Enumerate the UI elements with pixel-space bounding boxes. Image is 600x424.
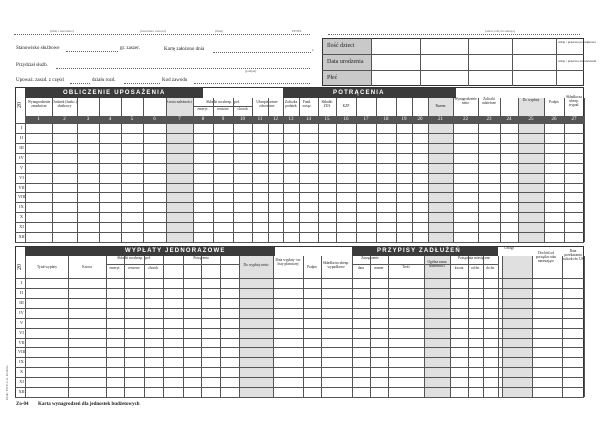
month-row-label: IV — [19, 154, 24, 160]
col-union: Fund. związ. — [302, 100, 312, 109]
column-number: 7 — [178, 117, 181, 122]
column-number: 16 — [343, 117, 349, 122]
col-seizure: Zarządzenie — [361, 256, 379, 260]
year-label: 20 — [17, 102, 23, 108]
col-payout-type: Tytuł wypłaty — [36, 265, 57, 269]
column-number: 2 — [63, 117, 66, 122]
column-number: 8 — [201, 117, 205, 122]
section-deductions: POTRĄCENIA — [283, 88, 456, 98]
label-sex: Płeć — [327, 75, 338, 81]
col-sign-lower: Podpis — [307, 265, 317, 269]
month-row-label: X — [19, 369, 24, 375]
col-net: Wynagrodzenie netto — [454, 97, 477, 106]
label-signature: (podpis) — [245, 69, 257, 73]
month-row-label: III — [19, 299, 24, 305]
column-number: 23 — [486, 117, 492, 122]
col-number: numer — [374, 266, 384, 270]
col-insurance: Składki na ubezp. społ. — [206, 100, 240, 104]
label-children: Ilość dzieci — [327, 43, 355, 49]
col-amount-small: kwota — [454, 266, 464, 270]
month-row-label: XII — [18, 389, 25, 395]
label-position: Stanowisko służbowe — [16, 46, 60, 51]
col-pension: emeryt. — [197, 107, 209, 111]
col-kzp: KZP — [342, 104, 350, 108]
column-number: 3 — [86, 117, 90, 122]
month-row-label: I — [20, 280, 23, 285]
month-row-label: XI — [19, 224, 24, 230]
col-sickness: chorob. — [237, 107, 249, 111]
section-one-time: WYPŁATY JEDNORAZOWE — [25, 247, 275, 256]
label-card-date: Kartę założono dnia — [164, 47, 205, 52]
month-row-label: XII — [18, 234, 25, 240]
col-pension-contrib: Składka na ubezp. wypad. — [566, 95, 582, 108]
column-number: 12 — [273, 117, 278, 122]
col-payout: Do wypłaty — [522, 98, 540, 102]
column-number: 21 — [438, 117, 443, 122]
col-advance: Zaliczki udzielone — [482, 97, 496, 106]
col-monthly: Potrącenia miesięczne — [457, 256, 491, 260]
month-row-label: VI — [19, 174, 24, 180]
column-number: 22 — [463, 117, 468, 122]
label-department: działu rozd. — [92, 78, 116, 83]
month-row-label: II — [20, 289, 23, 295]
hint-name: (nazwisko rodowe) — [140, 29, 167, 33]
hint-pesel: PESEL — [292, 29, 302, 33]
year-label-lower: 20 — [17, 264, 23, 270]
label-leave-end: urlop / przerwa zakończenie — [558, 59, 597, 63]
form-title: Karta wynagrodzeń dla jednostek budżetowych — [38, 402, 140, 407]
col-amount: Kwota — [82, 265, 92, 269]
col-from: od dn. — [471, 266, 480, 270]
label-closed: Kod zawodu — [162, 78, 188, 83]
col-to: do dn. — [486, 266, 495, 270]
hint-surname: (imię i nazwisko) — [50, 29, 74, 33]
col-date: data — [358, 266, 364, 270]
col-bonus: Dodatek (funkc.) służbowy — [52, 100, 77, 109]
label-leave-start: urlop / przerwa początkowa — [558, 40, 596, 44]
column-number: 18 — [383, 117, 389, 122]
col-deductions-lower: Potrącenia — [193, 256, 209, 260]
col-salary: Wynagrodzenie zasadnicze — [27, 100, 51, 109]
column-number: 15 — [324, 117, 330, 122]
col-payout-date: Data wypłaty i nr listy płatniczej — [275, 258, 301, 267]
column-number: 13 — [288, 117, 294, 122]
month-row-label: III — [19, 144, 24, 150]
label-date-suffix: r. — [312, 48, 314, 52]
month-row-label: VII — [18, 184, 25, 190]
col-total-deductions: Razem — [435, 104, 446, 108]
label-authorized: Upoważ. zaszd. z części — [16, 78, 65, 83]
column-number: 6 — [153, 117, 156, 122]
month-row-label: VI — [19, 329, 24, 335]
col-pension-lower: emeryt. — [109, 266, 121, 270]
col-net-payout: Do wypłaty netto — [243, 263, 269, 267]
month-row-label: VIII — [18, 349, 26, 355]
month-row-label: IX — [19, 359, 24, 365]
col-year-income: Dochód od początku roku narastająco — [535, 251, 557, 264]
month-row-label: II — [20, 134, 23, 140]
col-total-debt: Ogólna suma należności — [427, 260, 447, 269]
col-sickness-lower: chorob. — [148, 266, 159, 270]
column-number: 26 — [551, 117, 557, 122]
column-number: 20 — [417, 117, 423, 122]
column-number: 27 — [571, 117, 577, 122]
col-notes: Uwagi — [504, 246, 514, 250]
month-row-label: X — [19, 214, 24, 220]
col-total-due: Kwota należności — [166, 100, 192, 104]
month-row-label: XI — [19, 379, 24, 385]
column-number: 25 — [528, 117, 534, 122]
column-number: 10 — [240, 117, 245, 122]
form-code: Zo-04 — [16, 402, 29, 407]
column-number: 11 — [257, 117, 263, 122]
col-security: Składki ZUS — [321, 100, 333, 109]
month-row-label: VIII — [18, 194, 26, 200]
col-disability-lower: rentowe — [128, 266, 140, 270]
month-row-label: V — [19, 319, 24, 325]
section-debts: PRZYPISY ZADŁUŻEŃ — [352, 247, 498, 256]
hint-father: (imię) — [215, 29, 224, 33]
column-number: 24 — [506, 117, 512, 122]
label-grade: gr. zaszer. — [120, 46, 140, 51]
column-number: 1 — [37, 117, 40, 122]
column-number: 19 — [401, 117, 407, 122]
col-tax-advance-lower: Data przekazania zaliczki do US — [562, 249, 584, 262]
month-row-label: VII — [18, 339, 25, 345]
hint-address: (adres pobytu stałego) — [485, 29, 516, 33]
col-disability: rentowe — [217, 107, 229, 111]
month-row-label: IX — [19, 204, 24, 210]
col-tax-advance: Zaliczka podatek — [284, 100, 298, 109]
column-number: 9 — [221, 117, 225, 122]
column-number: 17 — [363, 117, 369, 122]
col-health: Ubezpieczenie zdrowotne — [256, 100, 278, 109]
month-row-label: IV — [19, 309, 24, 315]
col-contrib-base: Składka na ubezp. wypadkowe — [322, 261, 350, 270]
month-row-label: I — [20, 125, 23, 130]
column-number: 5 — [130, 117, 134, 122]
column-number: 4 — [108, 117, 112, 122]
print-info: Druk: PWZ-S.A. Kraków — [5, 365, 9, 400]
col-sign: Podpis — [549, 100, 559, 104]
column-number: 14 — [306, 117, 311, 122]
col-insurance-lower: Składki na ubezp. społ. — [117, 256, 151, 260]
col-content: Treść — [402, 265, 410, 269]
label-birth-date: Data urodzenia — [327, 59, 364, 65]
label-employed: Przydział służb. — [16, 63, 48, 68]
month-row-label: V — [19, 164, 24, 170]
section-payroll: OBLICZENIE UPOSAŻENIA — [25, 88, 203, 98]
